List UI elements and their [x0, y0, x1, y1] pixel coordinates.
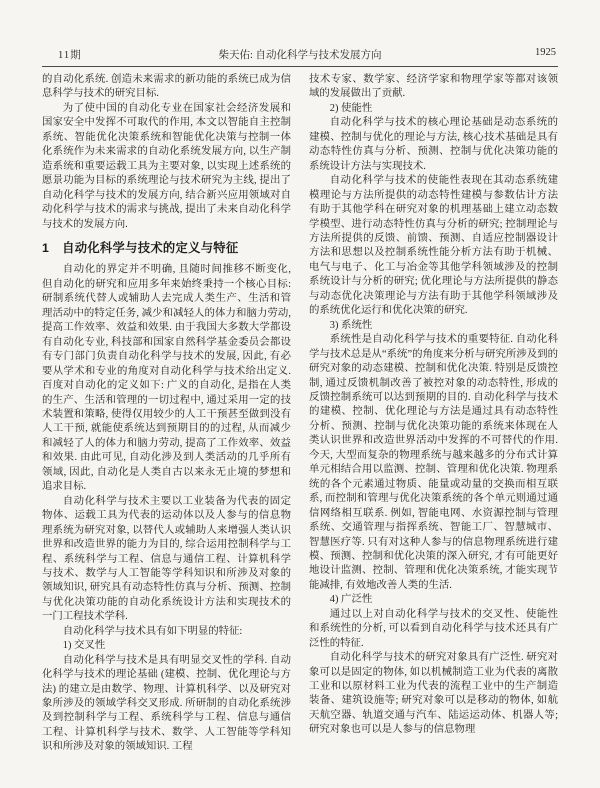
- feature-subheading: 1) 交叉性: [62, 640, 106, 652]
- feature-subheading: 4) 广泛性: [329, 594, 373, 606]
- article-body: [42, 73, 558, 755]
- journal-issue: 11期: [58, 50, 82, 61]
- paragraph: 的自动化系统. 创造未来需求的新功能的系统已成为信息科学与技术的研究目标.: [42, 74, 291, 100]
- paragraph: 系统性是自动化科学与技术的重要特征. 自动化科学与技术总是从“系统”的角度来分析与研究所涉及到的研究对象的动态建模、控制和优化决策. 特别是反馈控制, 通过反馈机制改善了被控对象的动态特性, 形成的反馈控制系统可以达到预期的目的. 自动化科学与技术的建模、控制、优化理论与方法是通过具有动态特性分析、预测、控制与优化决策功能的系统来体现在人类认识世界和改造世界活动中发挥的不可替代的作用. 今天, 大型而复杂的物理系统与越来越多的分布式计算单元相结合用以监测、控制、管理和优化决策. 物理系统的各个元素通过物质、能量或动量的交换而相互联系, 而控制和管理与优化决策系统的各个单元则通过通信网络相互联系. 例如, 智能电网、水资源控制与管理系统、交通管理与指挥系统、智能工厂、智慧城市、智慧医疗等. 只有对这种人参与的信息物理系统进行建模、预测、控制和优化决策的深入研究, 才有可能更好地设计监测、控制、管理和优化决策系统, 才能实现节能减排, 有效地改善人类的生活.: [309, 334, 558, 591]
- section-number: 1: [42, 240, 50, 255]
- paragraph: 技术专家、数学家、经济学家和物理学家等都对该领域的发展做出了贡献.: [309, 74, 558, 100]
- column-left: [42, 73, 291, 755]
- column-right: [309, 73, 558, 755]
- section-title: 自动化科学与技术的定义与特征: [62, 240, 239, 255]
- page-header: [42, 0, 558, 67]
- paragraph: 自动化科学与技术具有如下明显的特征:: [62, 625, 243, 637]
- paragraph: 自动化科学与技术是具有明显交叉性的学科. 自动化科学与技术的理论基础 (建模、控制、优化理论与方法) 的建立是由数学、物理、计算机科学、以及研究对象所涉及的领域学科交叉形成. 所研制的自动化系统涉及到控制科学与工程、系统科学与工程、信息与通信工程、计算机科学与技术、数学、人工智能等学科知识和所涉及对象的领域知识. 工程: [42, 654, 291, 753]
- paragraph: 自动化科学与技术的核心理论基础是动态系统的建模、控制与优化的理论与方法, 核心技术基础是具有动态特性仿真与分析、预测、控制与优化决策功能的系统设计方法与实现技术.: [309, 117, 558, 172]
- section-heading: [42, 241, 291, 255]
- paragraph: 为了使中国的自动化专业在国家社会经济发展和国家安全中发挥不可取代的作用, 本文以智能自主控制系统、智能优化决策系统和智能优化决策与控制一体化系统作为未来需求的自动化系统发展方向, 以生产制造系统和重要运载工具为主要对象, 以实现上述系统的愿景功能为目标的系统理论与技术研究为主线, 提出了自动化科学与技术的发展方向, 结合新兴应用领域对自动化科学与技术的需求与挑战, 提出了未来自动化科学与技术的发展方向.: [42, 102, 291, 230]
- paragraph: 自动化的界定并不明确, 且随时间推移不断变化, 但自动化的研究和应用多年来始终秉持一个核心目标: 研制系统代替人或辅助人去完成人类生产、生活和管理活动中的特定任务, 减少和减轻人的体力和脑力劳动, 提高工作效率、效益和效果. 由于我国大多数大学都设有自动化专业, 科技部和国家自然科学基金委员会都设有专门部门负责自动化科学与技术的发展, 因此, 有必要从学术和专业的角度对自动化科学与技术给出定义. 百度对自动化的定义如下: 广义的自动化, 是指在人类的生产、生活和管理的一切过程中, 通过采用一定的技术装置和策略, 使得仅用较少的人工干预甚至做到没有人工干预, 就能使系统达到预期目的的过程, 从而减少和减轻了人的体力和脑力劳动, 提高了工作效率、效益和效果. 由此可见, 自动化涉及到人类活动的几乎所有领域, 因此, 自动化是人类自古以来永无止境的梦想和追求目标.: [42, 264, 291, 493]
- page-number: 1925: [535, 47, 556, 58]
- feature-subheading: 3) 系统性: [329, 319, 373, 331]
- feature-subheading: 2) 使能性: [329, 102, 373, 114]
- running-title: 柴天佑: 自动化科学与技术发展方向: [218, 50, 382, 61]
- paragraph: 自动化科学与技术的使能性表现在其动态系统建模理论与方法所提供的动态特性建模与参数估计方法有助于其他学科在研究对象的机理基础上建立动态数学模型、进行动态特性仿真与分析的研究; 控制理论与方法所提供的反馈、前馈、预测、自适应控制器设计方法和思想以及控制系统性能分析方法有助于机械、电气与电子、化工与冶金等其他学科领域涉及的控制系统设计与分析的研究; 优化理论与方法所提供的静态与动态优化决策理论与方法有助于其他学科领域涉及的系统优化运行和优化决策的研究.: [309, 175, 558, 317]
- page-content: [42, 0, 558, 755]
- paragraph: 自动化科学与技术的研究对象具有广泛性. 研究对象可以是固定的物体, 如以机械制造工业为代表的离散工业和以原材料工业为代表的流程工业中的生产制造装备、建筑设施等; 研究对象可以是移动的物体, 如航天航空器、轨道交通与汽车、陆运运动体、机器人等; 研究对象也可以是人参与的信息物理: [309, 652, 558, 736]
- paragraph: 自动化科学与技术主要以工业装备为代表的固定物体、运载工具为代表的运动体以及人参与的信息物理系统为研究对象, 以替代人或辅助人来增强人类认识世界和改造世界的能力为目的, 综合运用控制科学与工程、系统科学与工程、信息与通信工程、计算机科学与技术、数学与人工智能等学科知识和所涉及对象的领域知识, 研究具有动态特性仿真与分析、预测、控制与优化决策功能的自动化系统设计方法和实现技术的一门工程技术学科.: [42, 495, 291, 623]
- paragraph: 通过以上对自动化科学与技术的交叉性、使能性和系统性的分析, 可以看到自动化科学与技术还具有广泛性的特征.: [309, 608, 558, 649]
